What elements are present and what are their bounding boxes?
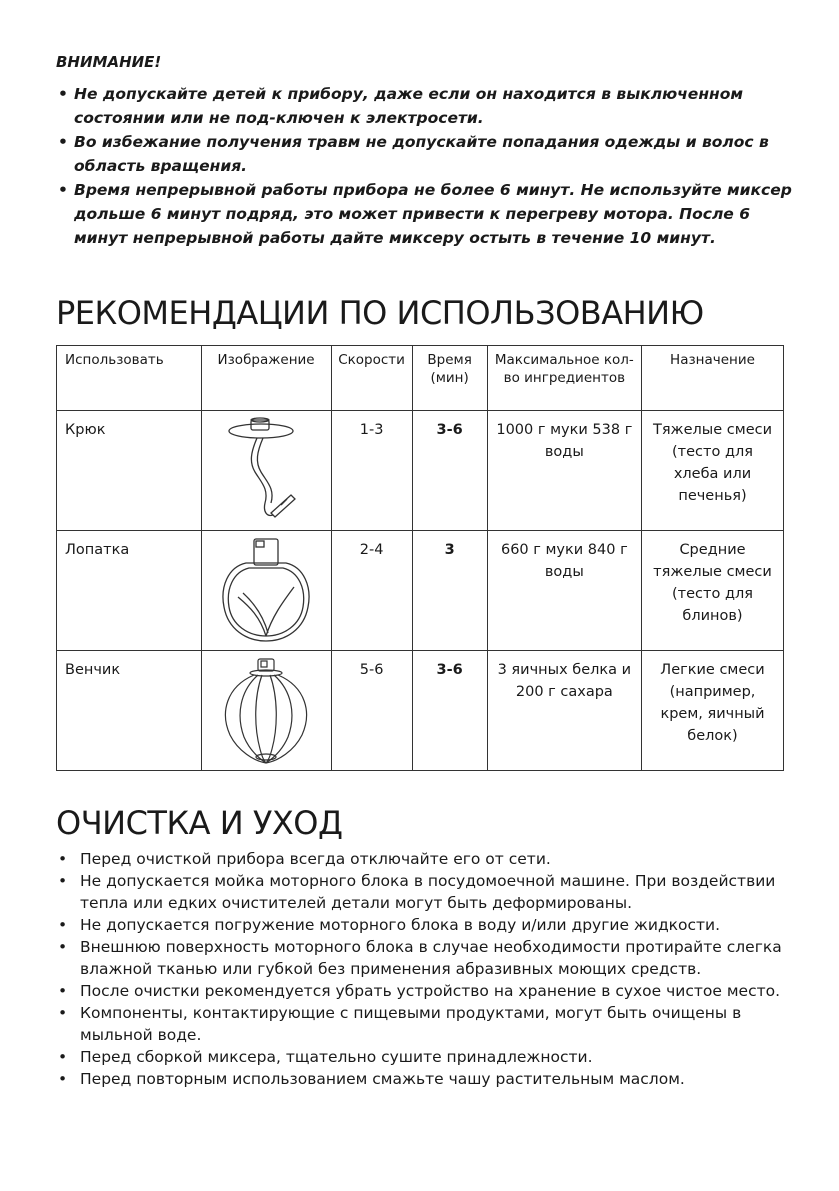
cell-purpose: Средние тяжелые смеси (тесто для блинов) <box>641 531 783 651</box>
list-item: • Компоненты, контактирующие с пищевыми продуктами, могут быть очищены в мыльной воде. <box>58 1004 742 1044</box>
cell-max-ingredients: 1000 г муки 538 г воды <box>487 411 641 531</box>
cell-purpose: Легкие смеси (например, крем, яичный белок) <box>641 651 783 771</box>
bullet-icon: • <box>58 982 68 1000</box>
cell-speed: 2-4 <box>331 531 412 651</box>
warning-item <box>56 82 796 130</box>
warning-item <box>56 130 796 178</box>
dough-hook-icon <box>221 417 311 523</box>
bullet-icon: • <box>58 938 68 956</box>
column-header: Максимальное кол-во ингредиентов <box>487 346 641 411</box>
cell-time: 3 <box>412 531 487 651</box>
cell-time: 3-6 <box>412 411 487 531</box>
recommendations-heading: РЕКОМЕНДАЦИИ ПО ИСПОЛЬЗОВАНИЮ <box>56 294 704 332</box>
warning-title: ВНИМАНИЕ! <box>56 53 162 71</box>
cell-max-ingredients: 660 г муки 840 г воды <box>487 531 641 651</box>
bullet-icon: • <box>58 1004 68 1022</box>
warning-item <box>56 178 796 250</box>
cell-image <box>201 531 331 651</box>
list-item: • Не допускается погружение моторного блока в воду и/или другие жидкости. <box>58 916 721 934</box>
cell-speed: 5-6 <box>331 651 412 771</box>
cell-purpose: Тяжелые смеси (тесто для хлеба или печенья) <box>641 411 783 531</box>
bullet-icon: • <box>58 181 68 199</box>
cell-name: Лопатка <box>57 531 202 651</box>
warning-item-text: Время непрерывной работы прибора не более 6 минут. Не используйте миксер дольше 6 минут подряд, это может привести к перегреву мотора. После 6 минут непрерывной работы дайте миксеру остыть в течение 10 минут. <box>74 181 792 247</box>
warning-block <box>56 50 796 250</box>
cell-time: 3-6 <box>412 651 487 771</box>
bullet-icon: • <box>58 916 68 934</box>
list-item: • Перед очисткой прибора всегда отключайте его от сети. <box>58 850 551 868</box>
list-item: • Внешнюю поверхность моторного блока в случае необходимости протирайте слегка влажной тканью или губкой без применения абразивных моющих средств. <box>58 938 782 978</box>
bullet-icon: • <box>58 850 68 868</box>
care-list <box>56 848 786 1090</box>
bullet-icon: • <box>58 872 68 890</box>
column-header: Использовать <box>57 346 202 411</box>
table-header-row <box>57 346 784 411</box>
cell-speed: 1-3 <box>331 411 412 531</box>
warning-item-text: Во избежание получения травм не допускайте попадания одежды и волос в область вращения. <box>74 133 769 175</box>
bullet-icon: • <box>58 1048 68 1066</box>
table-row <box>57 411 784 531</box>
list-item: • Не допускается мойка моторного блока в посудомоечной машине. При воздействии тепла или едких очистителей детали могут быть деформированы. <box>58 872 776 912</box>
column-header: Назначение <box>641 346 783 411</box>
bullet-icon: • <box>58 1070 68 1088</box>
list-item: • Перед сборкой миксера, тщательно сушите принадлежности. <box>58 1048 593 1066</box>
whisk-icon <box>216 657 316 767</box>
care-heading: ОЧИСТКА И УХОД <box>56 804 343 842</box>
cell-image <box>201 411 331 531</box>
table-row <box>57 531 784 651</box>
column-header: Изображение <box>201 346 331 411</box>
table-row <box>57 651 784 771</box>
bullet-icon: • <box>58 85 68 103</box>
flat-beater-icon <box>216 537 316 645</box>
list-item: • После очистки рекомендуется убрать устройство на хранение в сухое чистое место. <box>58 982 781 1000</box>
list-item: • Перед повторным использованием смажьте чашу растительным маслом. <box>58 1070 685 1088</box>
bullet-icon: • <box>58 133 68 151</box>
warning-item-text: Не допускайте детей к прибору, даже если он находится в выключенном состоянии или не под-ключен к электросети. <box>74 85 744 127</box>
cell-max-ingredients: 3 яичных белка и 200 г сахара <box>487 651 641 771</box>
column-header: Скорости <box>331 346 412 411</box>
column-header: Время (мин) <box>412 346 487 411</box>
recommendations-table <box>56 345 784 771</box>
cell-image <box>201 651 331 771</box>
cell-name: Венчик <box>57 651 202 771</box>
cell-name: Крюк <box>57 411 202 531</box>
